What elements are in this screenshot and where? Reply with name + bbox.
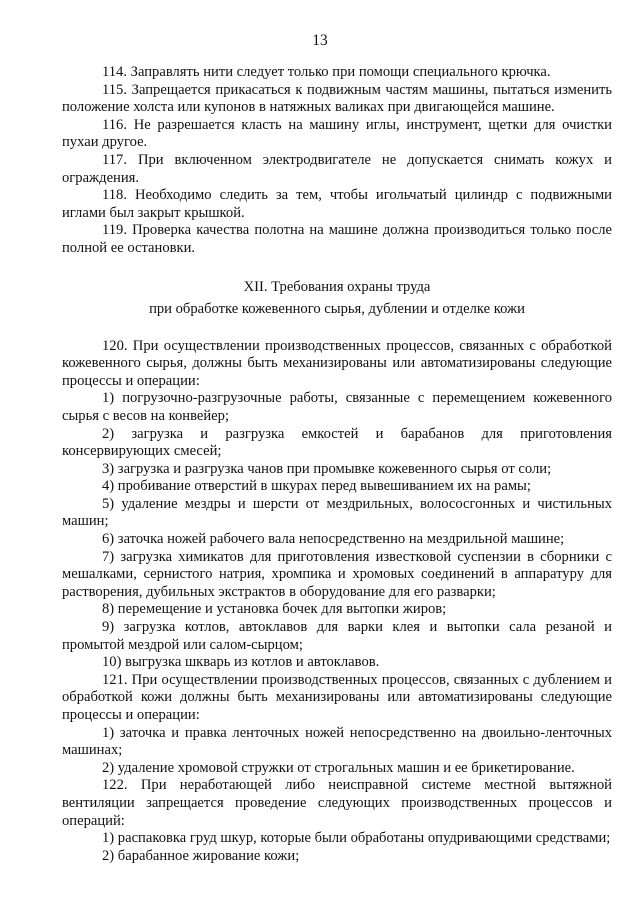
- section-heading: [62, 276, 612, 320]
- list-item-120-8: 8) перемещение и установка бочек для вытопки жиров;: [102, 601, 447, 618]
- section-title-line-2: при обработке кожевенного сырья, дублении и отделке кожи: [149, 300, 525, 317]
- list-item-120-10: 10) выгрузка шкварь из котлов и автоклавов.: [102, 654, 380, 671]
- section-title-line-1: XII. Требования охраны труда: [243, 278, 431, 295]
- list-item-120-7: 7) загрузка химикатов для приготовления известковой суспензии в сборники с мешалками, сернистого натрия, хромпика и хромовых соединений в аппаратуру для растворения, дубильных экстрактов в оборудование для его разварки;: [62, 548, 612, 600]
- list-item-120-5: 5) удаление мездры и шерсти от мездрильных, волососгонных и чистильных машин;: [62, 495, 612, 530]
- list-item-121-2: 2) удаление хромовой стружки от строгальных машин и ее брикетирование.: [102, 759, 575, 776]
- page-number: 13: [312, 32, 328, 49]
- paragraph-116: 116. Не разрешается класть на машину иглы, инструмент, щетки для очистки пухаи другое.: [62, 116, 612, 151]
- list-item-120-9: 9) загрузка котлов, автоклавов для варки клея и вытопки сала резаной и промытой мездрой или салом-сырцом;: [62, 619, 612, 653]
- list-item-121-1: 1) заточка и правка ленточных ножей непосредственно на двоильно-ленточных машинах;: [62, 724, 612, 759]
- document-body: [62, 64, 612, 865]
- paragraph-115: 115. Запрещается прикасаться к подвижным частям машины, пытаться изменить положение холста или купонов в натяжных валиках при двигающейся машине.: [62, 81, 612, 116]
- list-item-120-4: 4) пробивание отверстий в шкурах перед вывешиванием их на рамы;: [102, 478, 531, 495]
- paragraph-122: 122. При неработающей либо неисправной системе местной вытяжной вентиляции запрещается проведение следующих производственных процессов и операций:: [62, 777, 612, 829]
- paragraph-114: 114. Заправлять нити следует только при помощи специального крючка.: [102, 64, 551, 80]
- paragraph-118: 118. Необходимо следить за тем, чтобы игольчатый цилиндр с подвижными иглами был закрыт крышкой.: [62, 187, 612, 221]
- paragraph-119: 119. Проверка качества полотна на машине должна производиться только после полной ее остановки.: [62, 222, 612, 256]
- paragraph-120: 120. При осуществлении производственных процессов, связанных с обработкой кожевенного сырья, должны быть механизированы или автоматизированы следующие процессы и операции:: [62, 337, 612, 389]
- list-item-120-2: 2) загрузка и разгрузка емкостей и барабанов для приготовления консервирующих смесей;: [62, 425, 612, 460]
- list-item-122-1: 1) распаковка груд шкур, которые были обработаны опудривающими средствами;: [102, 830, 611, 847]
- paragraph-121: 121. При осуществлении производственных процессов, связанных с дублением и обработкой кожи должны быть механизированы или автоматизированы следующие процессы и операции:: [62, 671, 612, 723]
- list-item-120-1: 1) погрузочно-разгрузочные работы, связанные с перемещением кожевенного сырья с весов на конвейер;: [62, 390, 612, 424]
- paragraph-117: 117. При включенном электродвигателе не допускается снимать кожух и ограждения.: [62, 151, 612, 186]
- list-item-120-3: 3) загрузка и разгрузка чанов при промывке кожевенного сырья от соли;: [102, 460, 552, 477]
- list-item-122-2: 2) барабанное жирование кожи;: [102, 847, 300, 864]
- list-item-120-6: 6) заточка ножей рабочего вала непосредственно на мездрильной машине;: [102, 531, 565, 548]
